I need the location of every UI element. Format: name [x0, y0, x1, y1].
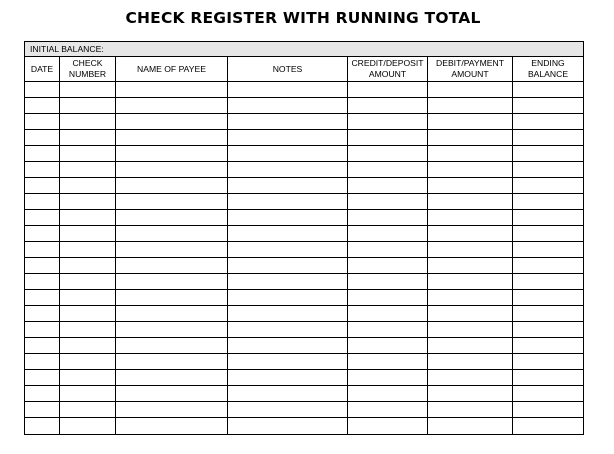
- cell-date[interactable]: [25, 306, 60, 322]
- cell-debit[interactable]: [428, 418, 513, 435]
- cell-date[interactable]: [25, 194, 60, 210]
- cell-credit[interactable]: [348, 242, 428, 258]
- cell-credit[interactable]: [348, 178, 428, 194]
- cell-notes[interactable]: [228, 338, 348, 354]
- cell-payee[interactable]: [116, 338, 228, 354]
- cell-credit[interactable]: [348, 402, 428, 418]
- col-header-line: CREDIT/DEPOSIT: [351, 58, 424, 68]
- cell-payee[interactable]: [116, 242, 228, 258]
- cell-debit[interactable]: [428, 82, 513, 98]
- cell-notes[interactable]: [228, 322, 348, 338]
- col-header-debit: [428, 57, 513, 82]
- cell-credit[interactable]: [348, 226, 428, 242]
- cell-date[interactable]: [25, 162, 60, 178]
- cell-ending-balance[interactable]: [513, 338, 584, 354]
- cell-debit[interactable]: [428, 162, 513, 178]
- cell-check-number[interactable]: [60, 322, 116, 338]
- cell-debit[interactable]: [428, 290, 513, 306]
- col-header-credit: [348, 57, 428, 82]
- cell-date[interactable]: [25, 386, 60, 402]
- cell-notes[interactable]: [228, 242, 348, 258]
- cell-ending-balance[interactable]: [513, 146, 584, 162]
- cell-check-number[interactable]: [60, 194, 116, 210]
- cell-credit[interactable]: [348, 370, 428, 386]
- cell-date[interactable]: [25, 370, 60, 386]
- cell-date[interactable]: [25, 242, 60, 258]
- cell-date[interactable]: [25, 114, 60, 130]
- cell-date[interactable]: [25, 354, 60, 370]
- col-header-line: ENDING: [531, 58, 565, 68]
- cell-date[interactable]: [25, 130, 60, 146]
- cell-notes[interactable]: [228, 162, 348, 178]
- cell-check-number[interactable]: [60, 306, 116, 322]
- cell-date[interactable]: [25, 146, 60, 162]
- cell-notes[interactable]: [228, 146, 348, 162]
- cell-notes[interactable]: [228, 386, 348, 402]
- col-header-line: AMOUNT: [368, 69, 407, 79]
- cell-credit[interactable]: [348, 258, 428, 274]
- cell-notes[interactable]: [228, 258, 348, 274]
- table-row: [25, 386, 584, 402]
- cell-debit[interactable]: [428, 386, 513, 402]
- cell-payee[interactable]: [116, 226, 228, 242]
- col-header-check-number: [60, 57, 116, 82]
- cell-date[interactable]: [25, 210, 60, 226]
- cell-credit[interactable]: [348, 290, 428, 306]
- cell-check-number[interactable]: [60, 210, 116, 226]
- cell-check-number[interactable]: [60, 386, 116, 402]
- cell-ending-balance[interactable]: [513, 210, 584, 226]
- cell-ending-balance[interactable]: [513, 226, 584, 242]
- cell-credit[interactable]: [348, 338, 428, 354]
- cell-payee[interactable]: [116, 210, 228, 226]
- cell-debit[interactable]: [428, 274, 513, 290]
- cell-credit[interactable]: [348, 386, 428, 402]
- cell-credit[interactable]: [348, 322, 428, 338]
- cell-check-number[interactable]: [60, 370, 116, 386]
- table-row: [25, 98, 584, 114]
- cell-ending-balance[interactable]: [513, 354, 584, 370]
- cell-debit[interactable]: [428, 114, 513, 130]
- col-header-payee: [116, 57, 228, 82]
- cell-debit[interactable]: [428, 402, 513, 418]
- cell-debit[interactable]: [428, 146, 513, 162]
- cell-credit[interactable]: [348, 162, 428, 178]
- col-header-line: DATE: [30, 63, 54, 74]
- cell-date[interactable]: [25, 402, 60, 418]
- col-header-date: [25, 57, 60, 82]
- cell-check-number[interactable]: [60, 130, 116, 146]
- cell-payee[interactable]: [116, 354, 228, 370]
- cell-payee[interactable]: [116, 162, 228, 178]
- cell-notes[interactable]: [228, 354, 348, 370]
- cell-payee[interactable]: [116, 114, 228, 130]
- cell-ending-balance[interactable]: [513, 130, 584, 146]
- cell-debit[interactable]: [428, 322, 513, 338]
- table-row: [25, 130, 584, 146]
- table-row: [25, 322, 584, 338]
- cell-payee[interactable]: [116, 146, 228, 162]
- cell-notes[interactable]: [228, 226, 348, 242]
- cell-debit[interactable]: [428, 210, 513, 226]
- cell-ending-balance[interactable]: [513, 290, 584, 306]
- cell-payee[interactable]: [116, 194, 228, 210]
- cell-payee[interactable]: [116, 370, 228, 386]
- col-header-line: CHECK: [72, 58, 103, 68]
- col-header-ending-balance: [513, 57, 584, 82]
- table-row: [25, 354, 584, 370]
- cell-check-number[interactable]: [60, 98, 116, 114]
- cell-check-number[interactable]: [60, 338, 116, 354]
- cell-payee[interactable]: [116, 98, 228, 114]
- table-row: [25, 242, 584, 258]
- table-row: [25, 290, 584, 306]
- cell-credit[interactable]: [348, 274, 428, 290]
- cell-notes[interactable]: [228, 98, 348, 114]
- cell-credit[interactable]: [348, 306, 428, 322]
- cell-ending-balance[interactable]: [513, 386, 584, 402]
- col-header-line: NOTES: [272, 63, 303, 74]
- cell-check-number[interactable]: [60, 290, 116, 306]
- table-row: [25, 82, 584, 98]
- cell-ending-balance[interactable]: [513, 274, 584, 290]
- cell-payee[interactable]: [116, 418, 228, 435]
- initial-balance-row: [25, 42, 584, 57]
- cell-check-number[interactable]: [60, 82, 116, 98]
- cell-payee[interactable]: [116, 178, 228, 194]
- col-header-line: NUMBER: [68, 69, 107, 79]
- cell-payee[interactable]: [116, 258, 228, 274]
- cell-debit[interactable]: [428, 226, 513, 242]
- cell-date[interactable]: [25, 82, 60, 98]
- table-row: [25, 258, 584, 274]
- cell-check-number[interactable]: [60, 274, 116, 290]
- cell-ending-balance[interactable]: [513, 162, 584, 178]
- page-title: CHECK REGISTER WITH RUNNING TOTAL: [125, 9, 481, 27]
- cell-check-number[interactable]: [60, 114, 116, 130]
- register-rows: [25, 82, 584, 435]
- table-row: [25, 194, 584, 210]
- cell-ending-balance[interactable]: [513, 418, 584, 435]
- cell-date[interactable]: [25, 178, 60, 194]
- cell-check-number[interactable]: [60, 242, 116, 258]
- cell-ending-balance[interactable]: [513, 178, 584, 194]
- table-row: [25, 178, 584, 194]
- cell-notes[interactable]: [228, 370, 348, 386]
- cell-credit[interactable]: [348, 130, 428, 146]
- cell-credit[interactable]: [348, 82, 428, 98]
- cell-ending-balance[interactable]: [513, 194, 584, 210]
- cell-debit[interactable]: [428, 306, 513, 322]
- cell-credit[interactable]: [348, 98, 428, 114]
- cell-notes[interactable]: [228, 178, 348, 194]
- cell-credit[interactable]: [348, 194, 428, 210]
- table-row: [25, 274, 584, 290]
- cell-notes[interactable]: [228, 290, 348, 306]
- cell-check-number[interactable]: [60, 226, 116, 242]
- cell-credit[interactable]: [348, 354, 428, 370]
- cell-check-number[interactable]: [60, 402, 116, 418]
- cell-payee[interactable]: [116, 386, 228, 402]
- cell-payee[interactable]: [116, 306, 228, 322]
- cell-ending-balance[interactable]: [513, 82, 584, 98]
- cell-credit[interactable]: [348, 114, 428, 130]
- table-row: [25, 306, 584, 322]
- cell-ending-balance[interactable]: [513, 370, 584, 386]
- cell-notes[interactable]: [228, 114, 348, 130]
- cell-debit[interactable]: [428, 258, 513, 274]
- table-row: [25, 402, 584, 418]
- table-row: [25, 114, 584, 130]
- cell-ending-balance[interactable]: [513, 322, 584, 338]
- column-header-row: [25, 57, 584, 82]
- table-row: [25, 146, 584, 162]
- table-row: [25, 162, 584, 178]
- col-header-line: DEBIT/PAYMENT: [436, 58, 504, 68]
- col-header-line: BALANCE: [527, 69, 569, 79]
- cell-check-number[interactable]: [60, 146, 116, 162]
- cell-notes[interactable]: [228, 418, 348, 435]
- cell-payee[interactable]: [116, 402, 228, 418]
- cell-debit[interactable]: [428, 194, 513, 210]
- cell-date[interactable]: [25, 338, 60, 354]
- cell-ending-balance[interactable]: [513, 114, 584, 130]
- table-row: [25, 210, 584, 226]
- cell-credit[interactable]: [348, 146, 428, 162]
- cell-debit[interactable]: [428, 354, 513, 370]
- cell-payee[interactable]: [116, 274, 228, 290]
- col-header-notes: [228, 57, 348, 82]
- check-register-table: [24, 41, 584, 435]
- cell-notes[interactable]: [228, 82, 348, 98]
- cell-payee[interactable]: [116, 322, 228, 338]
- cell-notes[interactable]: [228, 402, 348, 418]
- table-row: [25, 418, 584, 435]
- cell-check-number[interactable]: [60, 354, 116, 370]
- table-row: [25, 338, 584, 354]
- cell-date[interactable]: [25, 418, 60, 435]
- cell-notes[interactable]: [228, 306, 348, 322]
- cell-check-number[interactable]: [60, 178, 116, 194]
- col-header-line: AMOUNT: [451, 69, 489, 79]
- cell-date[interactable]: [25, 226, 60, 242]
- cell-payee[interactable]: [116, 290, 228, 306]
- cell-debit[interactable]: [428, 98, 513, 114]
- cell-ending-balance[interactable]: [513, 402, 584, 418]
- cell-payee[interactable]: [116, 130, 228, 146]
- cell-date[interactable]: [25, 322, 60, 338]
- cell-debit[interactable]: [428, 242, 513, 258]
- table-row: [25, 226, 584, 242]
- cell-notes[interactable]: [228, 274, 348, 290]
- cell-credit[interactable]: [348, 210, 428, 226]
- cell-check-number[interactable]: [60, 258, 116, 274]
- cell-date[interactable]: [25, 98, 60, 114]
- cell-ending-balance[interactable]: [513, 258, 584, 274]
- cell-ending-balance[interactable]: [513, 306, 584, 322]
- cell-check-number[interactable]: [60, 418, 116, 435]
- cell-debit[interactable]: [428, 370, 513, 386]
- cell-debit[interactable]: [428, 178, 513, 194]
- cell-notes[interactable]: [228, 210, 348, 226]
- cell-date[interactable]: [25, 274, 60, 290]
- cell-ending-balance[interactable]: [513, 98, 584, 114]
- cell-date[interactable]: [25, 258, 60, 274]
- cell-notes[interactable]: [228, 194, 348, 210]
- cell-date[interactable]: [25, 290, 60, 306]
- table-row: [25, 370, 584, 386]
- cell-credit[interactable]: [348, 418, 428, 435]
- cell-check-number[interactable]: [60, 162, 116, 178]
- cell-ending-balance[interactable]: [513, 242, 584, 258]
- cell-debit[interactable]: [428, 130, 513, 146]
- initial-balance-label: INITIAL BALANCE:: [25, 42, 584, 57]
- col-header-line: NAME OF PAYEE: [137, 63, 206, 74]
- cell-payee[interactable]: [116, 82, 228, 98]
- cell-notes[interactable]: [228, 130, 348, 146]
- cell-debit[interactable]: [428, 338, 513, 354]
